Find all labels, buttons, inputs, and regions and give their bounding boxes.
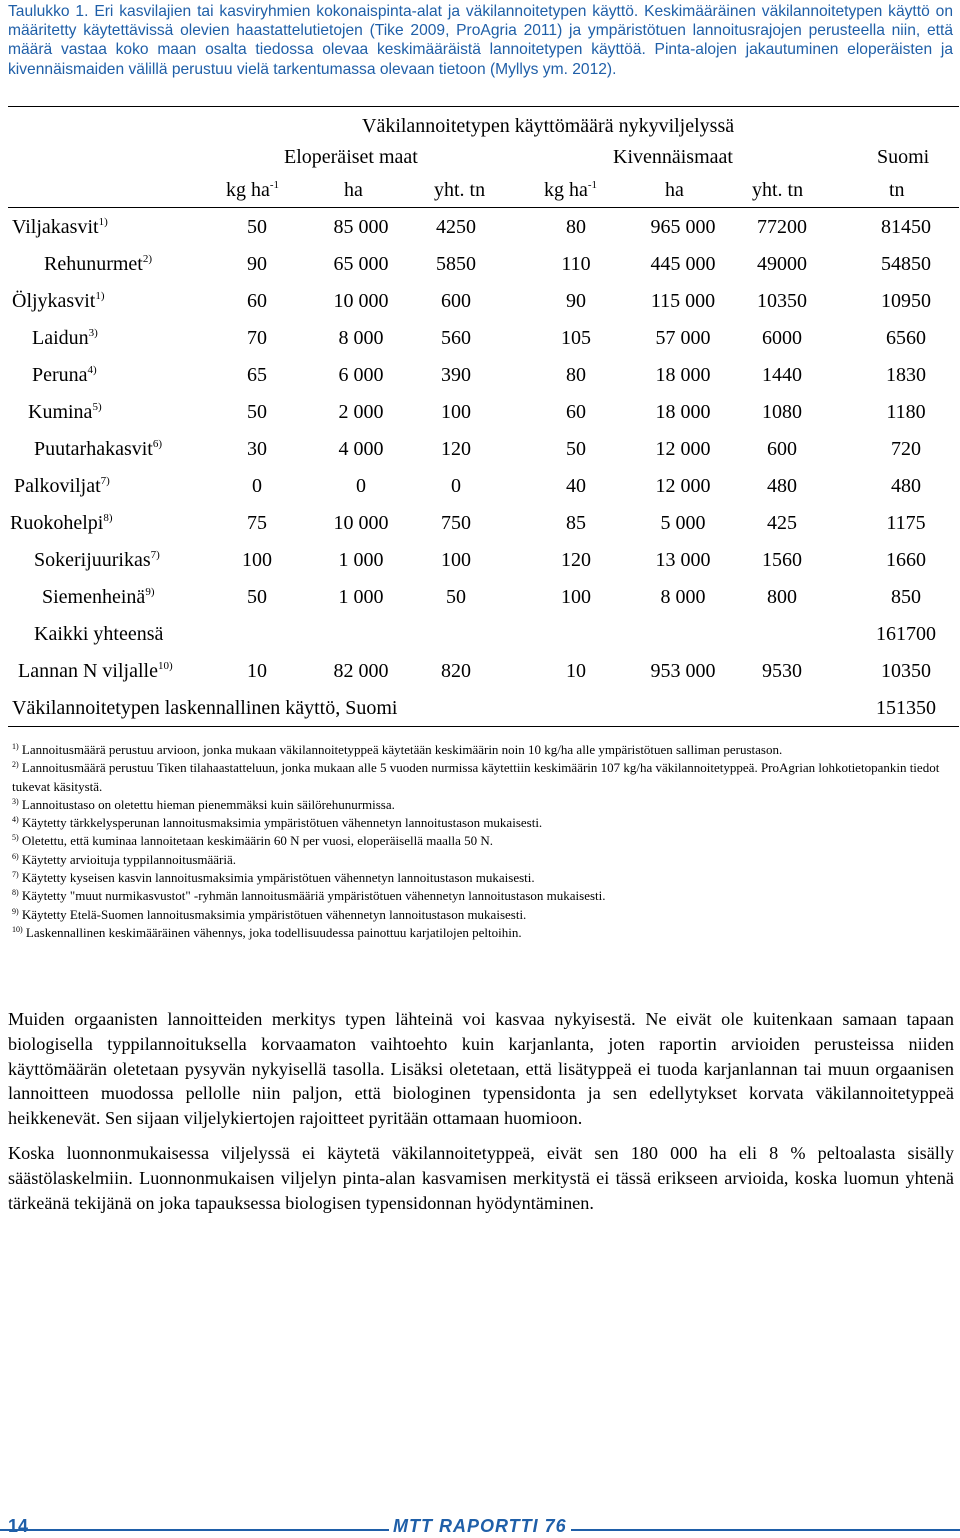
row-label: Kaikki yhteensä [34,623,164,645]
cell-total: 1830 [886,364,926,386]
cell-total: 161700 [876,623,936,645]
table-bottom-rule [8,726,959,727]
footnote: $^{10)}$ Laskennallinen keskimääräinen vähennys, joka todellisuudessa painottuu karjatilojen peltoihin. [12,924,522,940]
row-label: Sokerijuurikas$^{7)}$ [34,549,160,571]
cell-min-kg: 80 [566,216,586,238]
cell-total: 1180 [886,401,926,423]
table-row [8,541,959,578]
cell-min-tn: 49000 [757,253,807,275]
unit-header-row [8,177,959,207]
paragraph: Muiden orgaanisten lannoitteiden merkitys typen lähteinä voi kasvaa nykyisestä. Ne eivät ole kuitenkaan samaan tapaan biologisella typpilannoituksella korvaamaton vaihtoehto kuin karjanlanta, joten raportin arvioiden perusteissa niiden käyttömäärän oletetaan pysyvän nykyisellä tasolla. Lisäksi oletetaan, että lisätyppeä ei tuoda karjanlannan tai muun orgaanisen lannoitteen muodossa pellolle niin paljon, että biologinen typensidonta ja sen edellytykset korvata väkilannoitetyppeä heikkenevät. Sen sijaan viljelykiertojen rajoitteet pyritään ottamaan huomioon. [8,1009,954,1129]
cell-org-kg: 100 [242,549,272,571]
cell-org-tn: 750 [441,512,471,534]
table-row [8,430,959,467]
table-row [8,504,959,541]
row-label: Kumina$^{5)}$ [28,401,102,423]
cell-min-tn: 480 [767,475,797,497]
cell-min-tn: 600 [767,438,797,460]
super-header-row [8,107,959,144]
footnote: $^{5)}$ Oletettu, että kuminaa lannoitetaan keskimäärin 60 N per vuosi, eloperäisellä maalla 50 N. [12,833,494,849]
cell-min-ha: 965 000 [650,216,716,238]
cell-min-kg: 105 [561,327,591,349]
unit-min-tn: yht. tn [752,179,804,201]
cell-org-tn: 560 [441,327,471,349]
footnote: $^{8)}$ Käytetty "muut nurmikasvustot" -ryhmän lannoitusmääriä ympäristötuen vähennetyn lannoitustason mukaisesti. [12,888,606,904]
cell-min-ha: 8 000 [660,586,706,608]
cell-org-ha: 1 000 [338,586,384,608]
row-label: Palkoviljat$^{7)}$ [14,475,110,497]
cell-total: 480 [891,475,921,497]
paragraph: Koska luonnonmukaisessa viljelyssä ei käytetä väkilannoitetyppeä, eivät sen 180 000 ha eli 8 % peltoalasta sisälly säästölaskelmiin. Luonnonmukaisen viljelyn pinta-alan kasvamisen merkitystä ei tässä erikseen arvioida, koska luomun yhtenä tärkeänä tekijänä on joka tapauksessa biologisen typensidonnan hyödyntäminen. [8,1142,954,1213]
cell-min-tn: 6000 [762,327,802,349]
cell-min-ha: 5 000 [660,512,706,534]
cell-min-ha: 445 000 [650,253,716,275]
unit-org-ha: ha [344,179,363,201]
row-label: Öljykasvit$^{1)}$ [12,290,105,312]
cell-min-ha: 18 000 [655,401,711,423]
cell-org-kg: 0 [252,475,262,497]
row-label: Peruna$^{4)}$ [32,364,97,386]
row-label: Laidun$^{3)}$ [32,327,98,349]
header-organic: Eloperäiset maat [284,146,418,168]
cell-org-kg: 70 [247,327,267,349]
cell-min-tn: 425 [767,512,797,534]
cell-min-tn: 1560 [762,549,802,571]
row-label: Rehunurmet$^{2)}$ [44,253,153,275]
cell-org-ha: 10 000 [333,512,389,534]
cell-org-tn: 4250 [436,216,476,238]
cell-org-kg: 10 [247,660,267,682]
cell-min-tn: 9530 [762,660,802,682]
cell-org-ha: 82 000 [333,660,389,682]
group-header-row [8,144,959,177]
cell-min-kg: 60 [566,401,586,423]
cell-org-kg: 50 [247,216,267,238]
cell-org-tn: 100 [441,401,471,423]
unit-min-ha: ha [665,179,684,201]
fertilizer-table [8,106,959,727]
unit-min-kgha: kg $ha^{-1}$ [544,179,598,201]
cell-min-tn: 1080 [762,401,802,423]
cell-org-ha: 0 [356,475,366,497]
cell-org-ha: 65 000 [333,253,389,275]
series-title: MTT RAPORTTI 76 [389,1516,571,1537]
row-label: Lannan N viljalle$^{10)}$ [18,660,173,682]
footnote: $^{2)}$ Lannoitusmäärä perustuu Tiken tilahaastatteluun, jonka mukaan alle 5 vuoden nurmissa käytettiin keskimäärin 107 kg/ha väkilannoitetyppeä. ProAgrian lohkotietopankin tiedot tukevat käsitystä. [12,760,940,794]
cell-org-kg: 50 [247,401,267,423]
cell-min-tn: 800 [767,586,797,608]
table-row [8,319,959,356]
header-finland: Suomi [877,146,930,168]
row-label: Ruokohelpi$^{8)}$ [10,512,113,534]
table-row [8,356,959,393]
cell-total: 10350 [881,660,931,682]
cell-org-ha: 4 000 [338,438,384,460]
cell-org-tn: 5850 [436,253,476,275]
cell-org-kg: 60 [247,290,267,312]
cell-min-kg: 110 [561,253,591,275]
footnote: $^{1)}$ Lannoitusmäärä perustuu arvioon, jonka mukaan väkilannoitetyppeä käytetään keskimäärin noin 10 kg/ha alle ympäristötuen salliman perustason. [12,742,783,757]
cell-min-ha: 18 000 [655,364,711,386]
cell-total: 1660 [886,549,926,571]
cell-min-ha: 953 000 [650,660,716,682]
cell-total: 81450 [881,216,931,238]
cell-min-ha: 115 000 [650,290,716,312]
cell-total: 1175 [886,512,926,534]
cell-org-tn: 820 [441,660,471,682]
cell-org-kg: 90 [247,253,267,275]
table-row [8,245,959,282]
row-label: Väkilannoitetypen laskennallinen käyttö, Suomi [12,697,398,719]
cell-org-tn: 100 [441,549,471,571]
page-number: 14 [8,1516,29,1536]
body-text [8,1007,954,1225]
cell-min-kg: 85 [566,512,586,534]
footnote: $^{9)}$ Käytetty Etelä-Suomen lannoitusmaksimia ympäristötuen vähennetyn lannoitustason mukaisesti. [12,906,527,922]
cell-total: 6560 [886,327,926,349]
row-label: Viljakasvit$^{1)}$ [12,216,108,238]
cell-org-kg: 65 [247,364,267,386]
table-row [8,282,959,319]
cell-org-ha: 8 000 [338,327,384,349]
cell-total: 850 [891,586,921,608]
cell-min-ha: 57 000 [655,327,711,349]
table-row [8,393,959,430]
cell-min-tn: 1440 [762,364,802,386]
cell-min-tn: 10350 [757,290,807,312]
cell-org-tn: 600 [441,290,471,312]
table-row-computed [8,689,959,726]
footnote: $^{3)}$ Lannoitustaso on oletettu hieman pienemmäksi kuin säilörehunurmissa. [12,796,395,812]
cell-org-ha: 10 000 [333,290,389,312]
cell-org-tn: 120 [441,438,471,460]
cell-org-ha: 85 000 [333,216,389,238]
footnote: $^{4)}$ Käytetty tärkkelysperunan lannoitusmaksimia ympäristötuen vähennetyn lannoitustason mukaisesti. [12,815,543,831]
table-body [8,208,959,615]
cell-min-ha: 12 000 [655,475,711,497]
footnotes [12,741,942,942]
unit-org-tn: yht. tn [434,179,486,201]
page-footer [0,1506,960,1538]
cell-org-tn: 50 [446,586,466,608]
table-row-manure [8,652,959,689]
row-label: Siemenheinä$^{9)}$ [42,586,155,608]
cell-min-kg: 80 [566,364,586,386]
cell-org-ha: 6 000 [338,364,384,386]
cell-org-kg: 30 [247,438,267,460]
cell-total: 151350 [876,697,936,719]
unit-org-kgha: kg $ha^{-1}$ [226,179,280,201]
table-row [8,208,959,245]
unit-total-tn: tn [889,179,905,201]
cell-org-kg: 50 [247,586,267,608]
footnote: $^{7)}$ Käytetty kyseisen kasvin lannoitusmaksimia ympäristötuen vähennetyn lannoitustason mukaisesti. [12,870,535,886]
cell-min-kg: 100 [561,586,591,608]
super-header: Väkilannoitetypen käyttömäärä nykyviljelyssä [362,115,735,137]
cell-min-ha: 13 000 [655,549,711,571]
cell-min-kg: 10 [566,660,586,682]
header-mineral: Kivennäismaat [613,146,733,168]
footnote: $^{6)}$ Käytetty arvioituja typpilannoitusmääriä. [12,851,237,867]
table-caption: Taulukko 1. Eri kasvilajien tai kasviryhmien kokonaispinta-alat ja väkilannoitetypen käyttö. Keskimääräinen väkilannoitetypen käyttö on määritetty käytettävissä olevien haastattelutietojen (Tike 2009, ProAgria 2011) ja ympäristötuen lannoitusrajojen perusteella niin, että määrä vastaa koko maan osalta tiedossa olevaa keskimääräistä lannoitetypen käyttöä. Pinta-alojen jakautuminen eloperäisten ja kivennäismaiden välillä perustuu vielä tarkentumassa olevaan tietoon (Myllys ym. 2012). [8,3,953,78]
cell-org-kg: 75 [247,512,267,534]
cell-total: 54850 [881,253,931,275]
cell-total: 720 [891,438,921,460]
table-row [8,578,959,615]
cell-min-kg: 50 [566,438,586,460]
cell-org-tn: 0 [451,475,461,497]
cell-total: 10950 [881,290,931,312]
table-row-total [8,615,959,652]
table-row [8,467,959,504]
cell-min-tn: 77200 [757,216,807,238]
cell-min-kg: 90 [566,290,586,312]
cell-min-ha: 12 000 [655,438,711,460]
cell-org-ha: 1 000 [338,549,384,571]
cell-min-kg: 40 [566,475,586,497]
cell-org-ha: 2 000 [338,401,384,423]
row-label: Puutarhakasvit$^{6)}$ [34,438,163,460]
cell-min-kg: 120 [561,549,591,571]
cell-org-tn: 390 [441,364,471,386]
